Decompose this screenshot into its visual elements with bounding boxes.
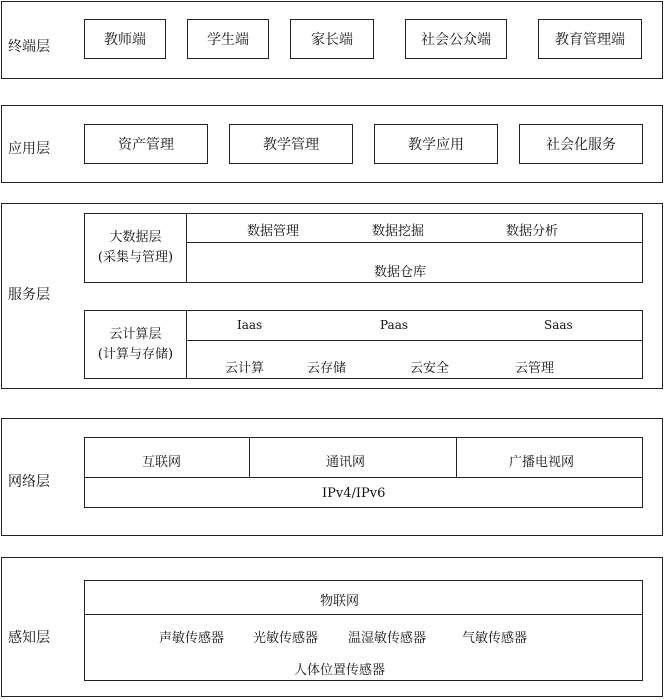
perception-layer-title: 感知层 <box>8 630 50 646</box>
terminal-item-edu-admin: 教育管理端 <box>538 19 642 59</box>
sensor-light: 光敏传感器 <box>253 631 319 646</box>
sensor-temp-humidity: 温湿敏传感器 <box>348 631 427 646</box>
network-layer-title: 网络层 <box>8 474 50 490</box>
sensor-gas: 气敏传感器 <box>462 631 528 646</box>
cloud-iaas: Iaas <box>237 318 263 332</box>
bigdata-label-line2: (采集与管理) <box>97 250 174 265</box>
app-item-asset: 资产管理 <box>84 124 208 164</box>
cloud-label <box>85 325 186 365</box>
network-telecom: 通讯网 <box>326 455 366 470</box>
network-internet: 互联网 <box>142 455 182 470</box>
cloud-computing: 云计算 <box>225 361 265 376</box>
cloud-paas: Paas <box>380 318 409 332</box>
cloud-management: 云管理 <box>515 361 555 376</box>
bigdata-data-mgmt: 数据管理 <box>247 224 300 239</box>
app-item-social-service: 社会化服务 <box>519 124 643 164</box>
cloud-label-line1: 云计算层 <box>109 327 162 342</box>
bigdata-label-line1: 大数据层 <box>109 230 162 245</box>
bigdata-label <box>85 228 186 268</box>
sensor-sound: 声敏传感器 <box>159 631 225 646</box>
cloud-storage: 云存储 <box>307 361 347 376</box>
perception-iot: 物联网 <box>320 594 360 609</box>
terminal-item-teacher: 教师端 <box>84 19 166 59</box>
network-broadcast-tv: 广播电视网 <box>509 455 575 470</box>
terminal-layer-title: 终端层 <box>8 39 50 55</box>
app-item-teaching-mgmt: 教学管理 <box>229 124 353 164</box>
bigdata-data-mining: 数据挖掘 <box>372 224 425 239</box>
bigdata-data-analysis: 数据分析 <box>506 224 559 239</box>
terminal-item-parent: 家长端 <box>290 19 374 59</box>
cloud-saas: Saas <box>544 318 573 332</box>
service-layer-title: 服务层 <box>8 287 50 303</box>
terminal-item-public: 社会公众端 <box>405 19 507 59</box>
cloud-security: 云安全 <box>410 361 450 376</box>
bigdata-data-warehouse: 数据仓库 <box>374 265 427 280</box>
sensor-human-position: 人体位置传感器 <box>294 663 386 678</box>
network-ipv4-ipv6: IPv4/IPv6 <box>322 486 386 501</box>
application-layer-title: 应用层 <box>8 141 50 157</box>
terminal-item-student: 学生端 <box>187 19 269 59</box>
app-item-teaching-app: 教学应用 <box>374 124 498 164</box>
cloud-label-line2: (计算与存储) <box>97 347 174 362</box>
